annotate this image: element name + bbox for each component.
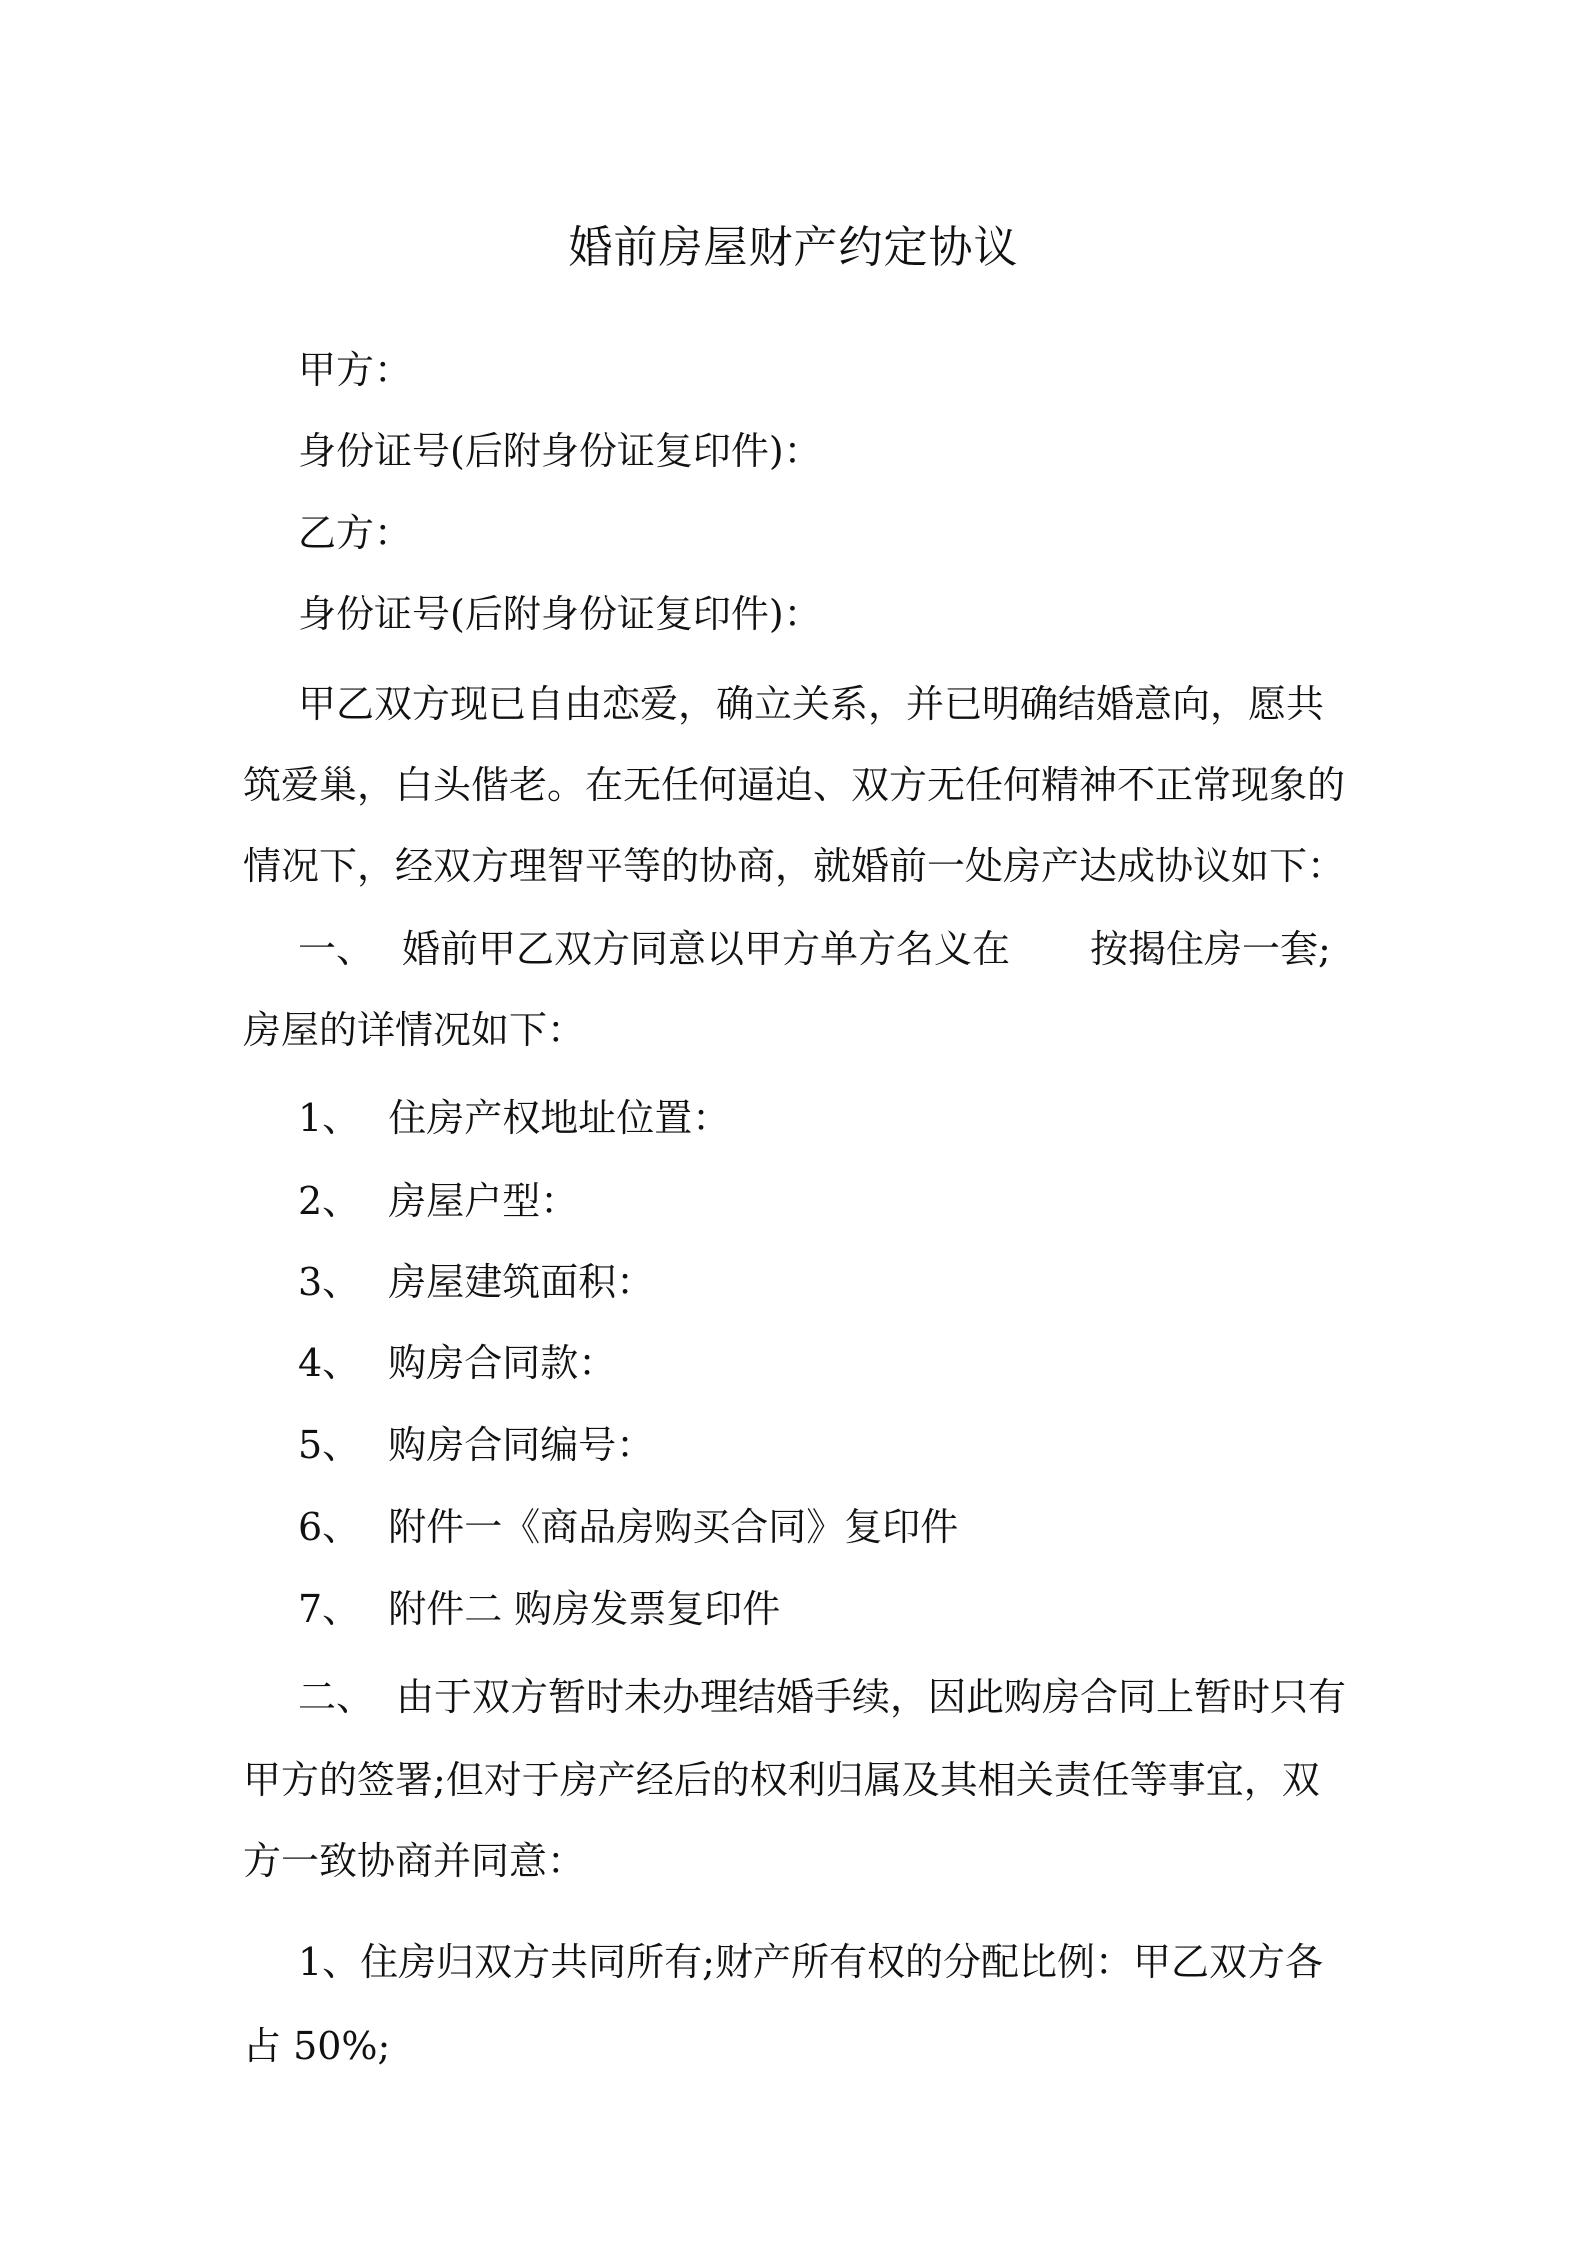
- list-item-text: 房屋户型：: [388, 1179, 579, 1223]
- section-1-line: [298, 922, 1331, 976]
- list-item: [298, 1174, 578, 1228]
- party-a-label: 甲方：: [298, 348, 413, 392]
- list-item-number: 7、: [298, 1587, 361, 1631]
- list-item: [298, 1336, 616, 1390]
- clause-1-line-2: 占 50%;: [243, 2024, 391, 2068]
- list-item-text: 附件一《商品房购买合同》复印件: [388, 1505, 959, 1549]
- intro-line-1: [298, 677, 1348, 731]
- list-item: [298, 1255, 654, 1309]
- list-item-text: 购房合同款：: [388, 1341, 617, 1385]
- section-2-text-1: 由于双方暂时未办理结婚手续，因此购房合同上暂时只有: [396, 1675, 1347, 1719]
- section-1-text-a: 婚前甲乙双方同意以甲方单方名义在: [402, 927, 1011, 971]
- list-item-number: 5、: [298, 1423, 361, 1467]
- list-item-text: 附件二 购房发票复印件: [388, 1587, 781, 1631]
- list-item-number: 4、: [298, 1341, 361, 1385]
- list-item-number: 1、: [298, 1096, 361, 1140]
- list-item: [298, 1500, 958, 1554]
- section-2-line-3: 方一致协商并同意：: [243, 1839, 586, 1883]
- list-item-text: 购房合同编号：: [388, 1423, 655, 1467]
- party-a-id-label: 身份证号(后附身份证复印件)：: [298, 429, 822, 473]
- intro-line-3: 情况下，经双方理智平等的协商，就婚前一处房产达成协议如下：: [243, 844, 1346, 888]
- list-item-number: 2、: [298, 1179, 361, 1223]
- list-item-number: 3、: [298, 1260, 361, 1304]
- list-item-text: 住房产权地址位置：: [388, 1096, 731, 1140]
- document-title: 婚前房屋财产约定协议: [568, 222, 1019, 273]
- section-2-line: [298, 1670, 1346, 1724]
- section-2-line-2: 甲方的签署;但对于房产经后的权利归属及其相关责任等事宜，双: [243, 1758, 1320, 1802]
- list-item-text: 房屋建筑面积：: [388, 1260, 655, 1304]
- party-b-id-label: 身份证号(后附身份证复印件)：: [298, 592, 822, 636]
- section-2-number: 二、: [298, 1675, 375, 1719]
- party-b-label: 乙方：: [298, 511, 413, 555]
- list-item: [298, 1582, 780, 1636]
- section-1-continuation: 房屋的详情况如下：: [243, 1008, 586, 1052]
- intro-text-1: 甲乙双方现已自由恋爱，确立关系，并已明确结婚意向，愿共: [298, 682, 1325, 726]
- intro-line-2: 筑爱巢，白头偕老。在无任何逼迫、双方无任何精神不正常现象的: [243, 763, 1346, 807]
- clause-1-line-1: 1、住房归双方共同所有;财产所有权的分配比例：甲乙双方各: [298, 1940, 1323, 1984]
- list-item-number: 6、: [298, 1505, 361, 1549]
- list-item: [298, 1418, 654, 1472]
- section-1-text-b: 按揭住房一套;: [1090, 927, 1331, 971]
- list-item: [298, 1091, 730, 1145]
- section-1-number: 一、: [298, 927, 375, 971]
